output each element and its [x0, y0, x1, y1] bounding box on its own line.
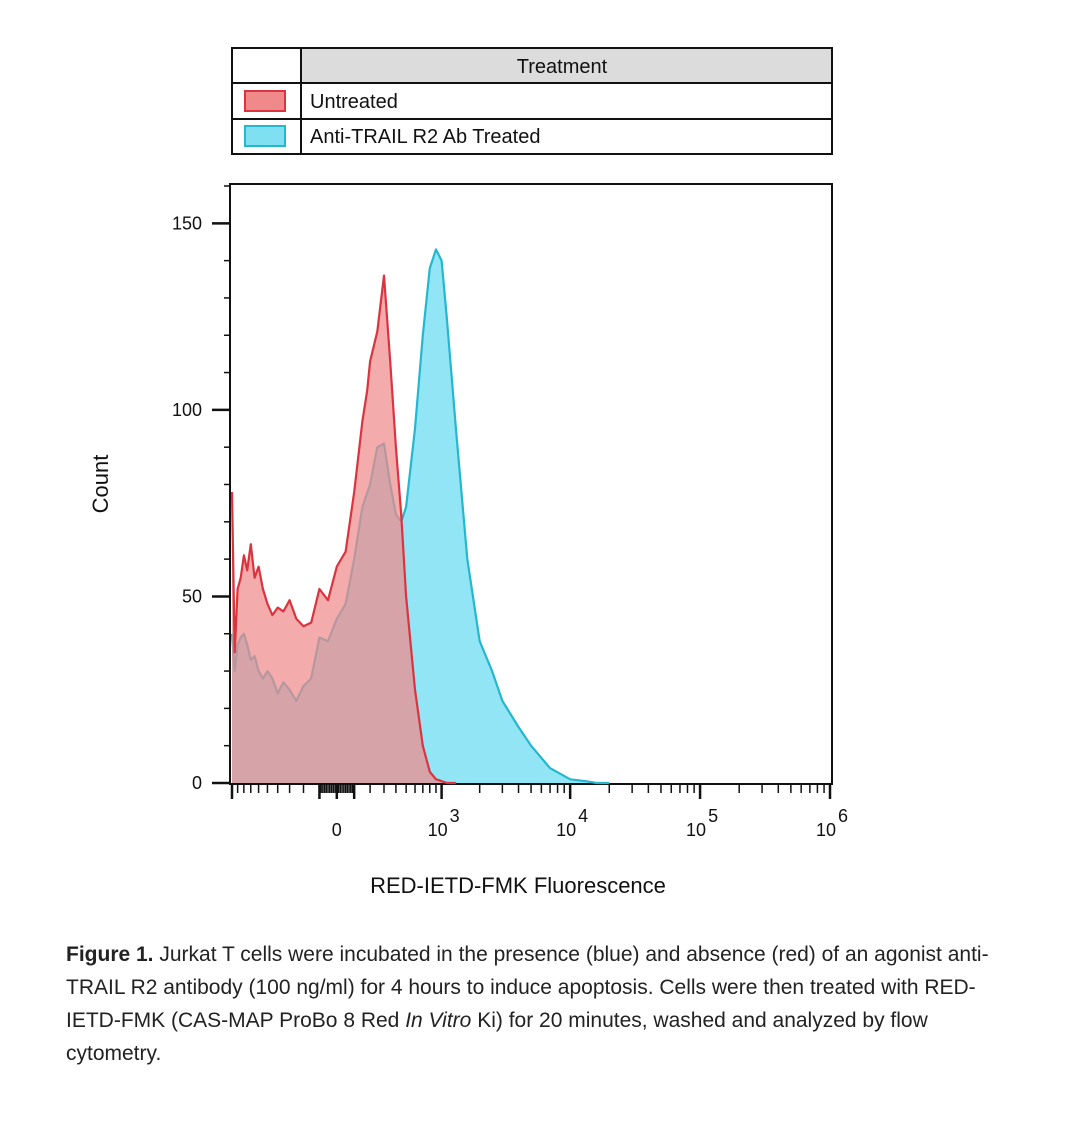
- y-axis-title: Count: [88, 454, 113, 514]
- legend-label-treated: Anti-TRAIL R2 Ab Treated: [310, 126, 541, 148]
- x-tick-label: 10: [556, 820, 577, 840]
- y-tick-label: 100: [171, 399, 202, 420]
- x-axis-title: RED-IETD-FMK Fluorescence: [370, 873, 666, 898]
- x-tick-label: 10: [686, 820, 707, 840]
- x-tick-label: 0: [331, 820, 342, 840]
- x-tick-exponent: 3: [449, 806, 460, 826]
- plot-area: [172, 184, 848, 840]
- x-tick-label: 10: [427, 820, 448, 840]
- figure-caption: [66, 938, 1026, 1070]
- legend-header: Treatment: [516, 56, 608, 78]
- x-tick-exponent: 4: [578, 806, 589, 826]
- legend-swatch-treated: [245, 126, 285, 146]
- x-tick-label: 10: [815, 820, 837, 840]
- caption-text-b: Ki) for 20 minutes, washed and analyzed by flow cytometry.: [66, 1009, 928, 1065]
- y-tick-label: 150: [171, 213, 202, 234]
- legend-table: [232, 48, 832, 154]
- x-axis: [232, 785, 848, 840]
- caption-figure-label: Figure 1.: [66, 943, 154, 966]
- y-tick-label: 50: [181, 586, 202, 607]
- y-tick-label: 0: [191, 773, 202, 793]
- caption-italic: In Vitro: [405, 1009, 472, 1032]
- x-tick-exponent: 5: [708, 806, 719, 826]
- legend-swatch-untreated: [245, 91, 285, 111]
- x-tick-exponent: 6: [838, 806, 849, 826]
- y-axis: [172, 186, 230, 793]
- legend-label-untreated: Untreated: [310, 91, 398, 113]
- caption-text-a: Jurkat T cells were incubated in the presence (blue) and absence (red) of an agonist anti-TRAIL R2 antibody (100 ng/ml) for 4 hours to induce apoptosis. Cells were then treated with RED-IETD-FMK (CAS-MAP ProBo 8 Red: [66, 943, 989, 1032]
